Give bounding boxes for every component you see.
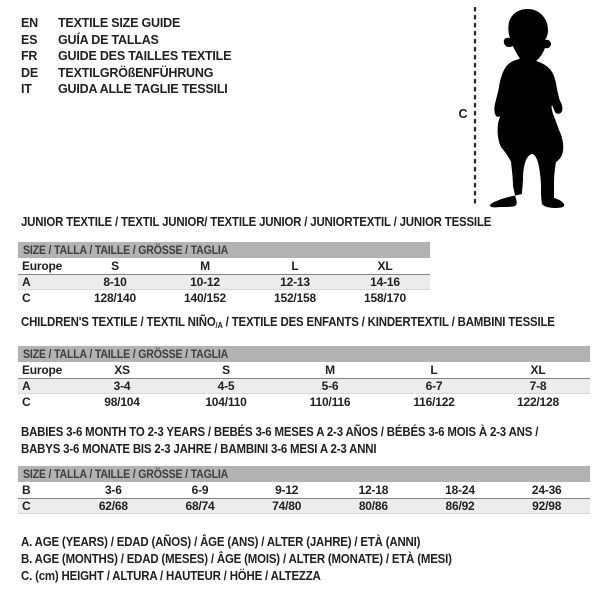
language-code: ES: [21, 32, 38, 47]
language-label: TEXTILE SIZE GUIDE: [58, 16, 181, 30]
baby-silhouette-figure: [450, 4, 585, 214]
cell-value: 10-12: [190, 275, 220, 289]
row-label: C: [22, 395, 31, 409]
cell-value: L: [430, 363, 438, 377]
cell-value: 116/122: [413, 395, 455, 409]
language-code: DE: [21, 65, 38, 80]
language-row: [21, 32, 231, 49]
legend-note-line: C. (cm) HEIGHT / ALTURA / HAUTEUR / HÖHE / ALTEZZA: [21, 568, 321, 584]
cell-value: XS: [114, 363, 130, 377]
title-text: CHILDREN'S TEXTILE / TEXTIL NIÑO: [21, 314, 216, 329]
cell-value: 3-4: [113, 379, 131, 393]
table-row: [18, 362, 590, 378]
cell-value: 4-5: [217, 379, 235, 393]
section-title-babies: [21, 423, 538, 457]
babies-size-table: [18, 466, 590, 514]
size-header-text: SIZE / TALLA / TAILLE / GRÖSSE / TAGLIA: [23, 467, 229, 481]
cell-value: 3-6: [104, 483, 122, 497]
cell-value: 128/140: [94, 291, 136, 305]
title-line: BABYS 3-6 MONATE BIS 2-3 JAHRE / BAMBINI 3-6 MESI A 2-3 ANNI: [21, 441, 377, 456]
legend-note-line: B. AGE (MONTHS) / EDAD (MESES) / ÂGE (MOIS) / ALTER (MONATE) / ETÀ (MESI): [21, 551, 452, 567]
table-row: [18, 378, 590, 394]
cell-value: L: [291, 259, 299, 273]
cell-value: 86/92: [445, 499, 475, 513]
language-label: GUIDE DES TAILLES TEXTILE: [58, 49, 232, 63]
cell-value: 68/74: [185, 499, 215, 513]
legend-notes: [21, 533, 511, 585]
cell-value: XL: [377, 259, 393, 273]
cell-value: 74/80: [272, 499, 302, 513]
cell-value: 5-6: [321, 379, 339, 393]
cell-value: 8-10: [103, 275, 127, 289]
cell-value: 110/116: [309, 395, 351, 409]
cell-value: 9-12: [275, 483, 299, 497]
table-row: [18, 290, 430, 306]
size-header-bar: [18, 346, 590, 362]
cell-value: 122/128: [517, 395, 559, 409]
row-label: Europe: [22, 259, 63, 273]
row-label: C: [22, 291, 31, 305]
cell-value: 80/86: [358, 499, 388, 513]
cell-value: 6-9: [191, 483, 209, 497]
row-label: A: [22, 379, 31, 393]
language-label: GUÍA DE TALLAS: [58, 32, 159, 47]
language-label: TEXTILGRÖßENFÜHRUNG: [58, 65, 214, 80]
cell-value: 62/68: [98, 499, 128, 513]
table-row: [18, 482, 590, 498]
row-label: A: [22, 275, 31, 289]
table-row: [18, 498, 590, 514]
cell-value: 6-7: [425, 379, 443, 393]
table-row: [18, 274, 430, 290]
size-header-bar: [18, 466, 590, 482]
cell-value: 12-13: [280, 275, 310, 289]
cell-value: 92/98: [532, 499, 562, 513]
section-title-children: [21, 314, 555, 330]
section-title-junior: JUNIOR TEXTILE / TEXTIL JUNIOR/ TEXTILE JUNIOR / JUNIORTEXTIL / JUNIOR TESSILE: [21, 214, 492, 229]
size-header-text: SIZE / TALLA / TAILLE / GRÖSSE / TAGLIA: [23, 243, 229, 257]
title-line: BABIES 3-6 MONTH TO 2-3 YEARS / BEBÉS 3-6 MESES A 2-3 AÑOS / BÉBÉS 3-6 MOIS À 2-3 ANS /: [21, 424, 539, 439]
cell-value: 140/152: [184, 291, 226, 305]
cell-value: M: [200, 259, 210, 273]
cell-value: 7-8: [529, 379, 547, 393]
cell-value: 12-18: [358, 483, 389, 497]
cell-value: 14-16: [370, 275, 400, 289]
row-label: C: [22, 499, 31, 513]
language-row: [21, 48, 231, 65]
language-code: IT: [21, 82, 32, 96]
cell-value: 104/110: [205, 395, 247, 409]
cell-value: 18-24: [445, 483, 475, 497]
title-text: / TEXTILE DES ENFANTS / KINDERTEXTIL / BAMBINI TESSILE: [222, 314, 555, 329]
table-row: [18, 258, 430, 274]
row-label: Europe: [22, 363, 63, 377]
size-header-text: SIZE / TALLA / TAILLE / GRÖSSE / TAGLIA: [23, 347, 229, 361]
children-size-table: [18, 346, 590, 410]
baby-silhouette: [490, 9, 564, 208]
junior-size-table: [18, 242, 430, 306]
language-label: GUIDA ALLE TAGLIE TESSILI: [58, 82, 228, 96]
cell-value: S: [111, 259, 119, 273]
language-row: [21, 15, 231, 32]
language-row: [21, 65, 231, 82]
cell-value: 158/170: [364, 291, 406, 305]
language-row: [21, 81, 231, 98]
row-label: B: [22, 483, 31, 497]
language-list: [21, 15, 231, 98]
cell-value: 98/104: [104, 395, 140, 409]
language-code: EN: [21, 16, 38, 30]
cell-value: 152/158: [274, 291, 316, 305]
table-row: [18, 394, 590, 410]
cell-value: XL: [530, 363, 546, 377]
cell-value: S: [222, 363, 230, 377]
cell-value: 24-36: [531, 483, 562, 497]
legend-note-line: A. AGE (YEARS) / EDAD (AÑOS) / ÂGE (ANS) / ALTER (JAHRE) / ETÀ (ANNI): [21, 534, 421, 549]
language-code: FR: [21, 49, 38, 63]
title-subscript: /A: [215, 320, 223, 330]
cell-value: M: [325, 363, 335, 377]
height-measure-label: C: [458, 107, 468, 121]
size-header-bar: [18, 242, 430, 258]
